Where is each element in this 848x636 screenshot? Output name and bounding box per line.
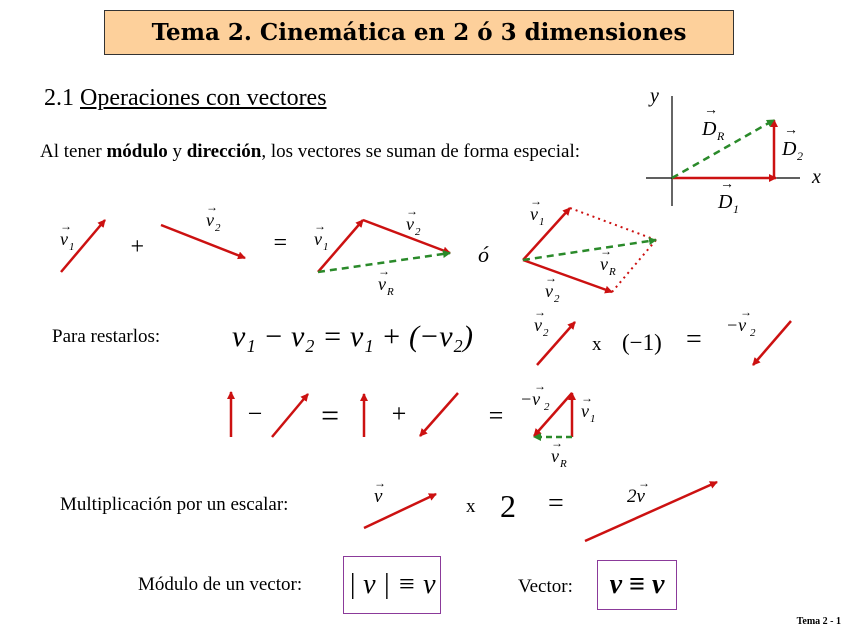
add-v2 (161, 225, 245, 258)
sub-v2-arrow: → (534, 305, 546, 319)
scalar-two: 2 (500, 488, 516, 524)
par-dotted-top (570, 208, 656, 240)
par-v1-label: v (530, 204, 538, 224)
tri-v2-sub: 2 (415, 226, 421, 238)
add-v2-sub: 2 (215, 222, 221, 234)
times-x: x (592, 334, 602, 355)
par-v2-sub: 2 (554, 293, 560, 305)
label-D2-arrow: → (784, 123, 798, 138)
tri-vR-label: v (378, 274, 386, 294)
add-v1-arrow: → (60, 219, 72, 233)
neg-v2-sub: 2 (750, 327, 756, 339)
label-D1: D (718, 191, 733, 213)
add-plus: + (129, 234, 146, 260)
tri-vR-arrow: → (378, 264, 390, 278)
scalar-label: Multiplicación por un escalar: (60, 494, 289, 515)
par-vR-arrow: → (600, 244, 612, 258)
times-x-2: x (466, 496, 476, 517)
gs-vR-sub: R (560, 458, 567, 470)
add-v2-label: v (206, 210, 214, 230)
neg-one: (−1) (622, 330, 662, 355)
par-v2-arrow: → (545, 271, 557, 285)
intro-post: , los vectores se suman de forma especial: (261, 141, 580, 162)
graphical-subtraction-row (231, 379, 596, 470)
intro-mid: y (167, 141, 187, 162)
scalar-2v-label: 2v (627, 486, 645, 507)
label-DR-arrow: → (704, 103, 718, 118)
gs-plus: + (390, 399, 408, 428)
label-DR-sub: R (717, 129, 725, 143)
neg-v2 (753, 321, 791, 365)
add-equals: = (272, 230, 289, 256)
section-title: Operaciones con vectores (80, 85, 327, 111)
gs-diag-arrow-2 (420, 393, 458, 436)
subtraction-row (534, 305, 791, 365)
par-v1-sub: 1 (539, 216, 545, 228)
tri-v1-arrow: → (314, 219, 326, 233)
gs-equals-2: = (487, 401, 505, 430)
gs-v1-arrow: → (581, 391, 593, 405)
par-dotted-right (612, 240, 656, 292)
gs-v1-sub: 1 (590, 413, 596, 425)
equals-sign-2: = (548, 488, 564, 519)
gs-neg-v2-label: −v (520, 389, 541, 409)
label-D2-sub: 2 (797, 149, 803, 163)
gs-v1-label: v (581, 401, 589, 421)
axis-x-label: x (812, 166, 821, 188)
sub-v2-label: v (534, 315, 542, 335)
label-DR: D (702, 118, 717, 140)
sub-v2-sub: 2 (543, 327, 549, 339)
or-text: ó (478, 242, 489, 267)
modulus-formula: | v | ≡ v (348, 569, 436, 600)
subtract-formula: v₁ − v₂ = v₁ + (−v₂) (232, 320, 473, 353)
tri-v2-label: v (406, 214, 414, 234)
addition-row (60, 194, 656, 305)
neg-v2-label: −v (726, 315, 747, 335)
tri-v1-label: v (314, 229, 322, 249)
par-v2-label: v (545, 281, 553, 301)
gs-equals-1: = (319, 397, 341, 433)
footer-page-label: Tema 2 - 1 (796, 616, 841, 627)
add-v1-sub: 1 (69, 241, 75, 253)
equals-sign-1: = (686, 324, 702, 355)
axes-diagram (646, 85, 821, 216)
slide-title: Tema 2. Cinemática en 2 ó 3 dimensiones (151, 19, 687, 46)
intro-pre: Al tener (40, 141, 107, 162)
label-D1-sub: 1 (733, 202, 739, 216)
par-v1-arrow: → (530, 194, 542, 208)
label-D2: D (782, 138, 797, 160)
scalar-v-label: v (374, 486, 383, 507)
intro-bold-direccion: dirección (186, 141, 262, 162)
gs-diag-arrow-1 (272, 394, 308, 437)
intro-bold-modulo: módulo (106, 141, 168, 162)
scalar-row (364, 476, 717, 541)
par-vR (523, 240, 656, 260)
par-v2 (523, 260, 612, 292)
subtract-label: Para restarlos: (52, 326, 161, 347)
neg-v2-arrow: → (740, 305, 752, 319)
scalar-2v (585, 482, 717, 541)
gs-vR-label: v (551, 446, 559, 466)
tri-vR-sub: R (387, 286, 394, 298)
add-v1-label: v (60, 229, 68, 249)
gs-vR-arrow: → (551, 436, 563, 450)
vector-formula: v ≡ v (609, 569, 665, 600)
vector-label: Vector: (518, 576, 573, 597)
scalar-2v-arrow: → (638, 476, 650, 490)
label-D1-arrow: → (720, 177, 734, 192)
tri-v2-arrow: → (406, 204, 418, 218)
gs-neg-v2-arrow: → (534, 379, 546, 393)
axis-y-label: y (650, 85, 659, 107)
gs-minus: − (246, 399, 264, 428)
tri-v1-sub: 1 (323, 241, 329, 253)
par-vR-sub: R (609, 266, 616, 278)
section-number: 2.1 (44, 85, 74, 111)
par-vR-label: v (600, 254, 608, 274)
scalar-v-arrow: → (374, 476, 386, 490)
add-v2-arrow: → (206, 200, 218, 214)
gs-neg-v2-sub: 2 (544, 401, 550, 413)
modulus-label: Módulo de un vector: (138, 574, 303, 595)
